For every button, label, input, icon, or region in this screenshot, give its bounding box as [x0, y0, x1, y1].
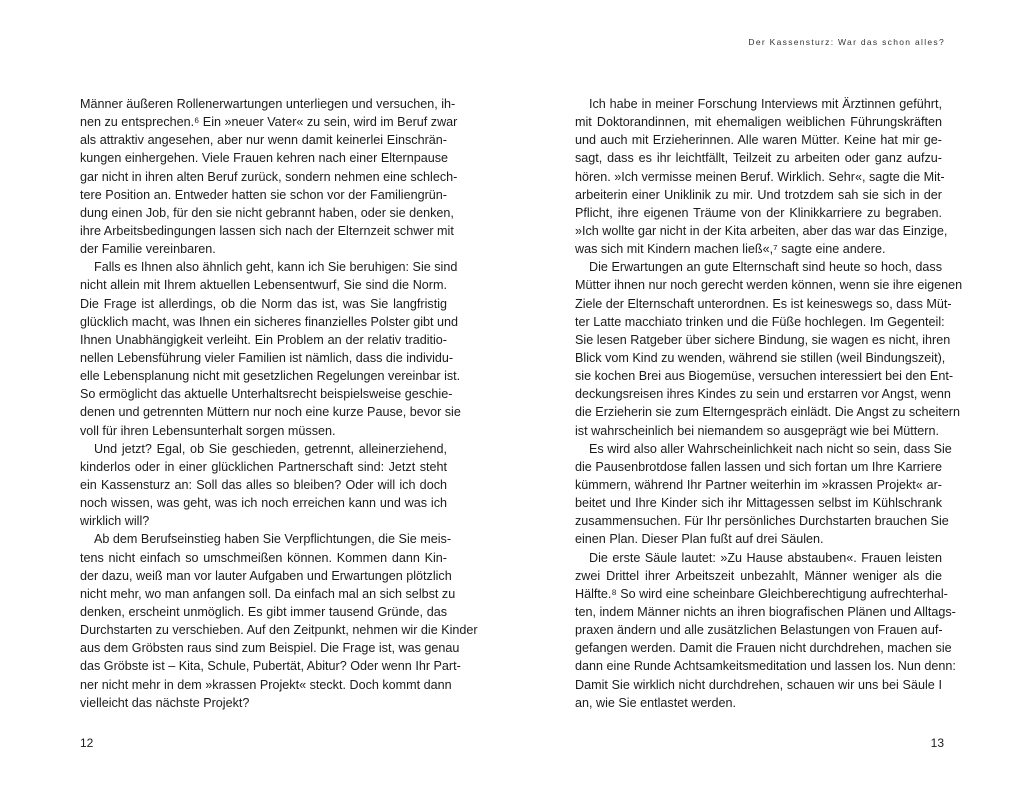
right-page	[510, 0, 1020, 793]
text-line: arbeiterin einer Uniklinik zu mir. Und trotzdem sah sie sich in der	[575, 187, 942, 202]
text-line: Hälfte.⁸ So wird eine scheinbare Gleichberechtigung aufrechterhal-	[575, 586, 948, 601]
text-line: Und jetzt? Egal, ob Sie geschieden, getrennt, alleinerziehend,	[94, 441, 447, 456]
running-head: Der Kassensturz: War das schon alles?	[748, 37, 945, 47]
text-line: glücklich macht, was Ihnen ein sicheres finanzielles Polster gibt und	[80, 314, 459, 329]
text-line: wirklich will?	[80, 514, 150, 529]
text-line: der Familie vereinbaren.	[80, 242, 216, 257]
text-line: gar nicht in ihren alten Beruf zurück, sondern nehmen eine schlech-	[80, 169, 458, 184]
text-line: mit Doktorandinnen, mit ehemaligen weiblichen Führungskräften	[575, 115, 942, 130]
text-line: der dazu, weiß man vor lauter Aufgaben und Erwartungen plötzlich	[80, 568, 452, 583]
text-line: Sie lesen Ratgeber über sichere Bindung, sie wagen es nicht, ihren	[575, 332, 951, 347]
text-line: zusammensuchen. Für Ihr persönliches Durchstarten brauchen Sie	[575, 514, 949, 529]
text-line: hören. »Ich vermisse meinen Beruf. Wirklich. Sehr«, sagte die Mit-	[575, 169, 945, 184]
text-line: tens nicht einfach so umschmeißen können. Kommen dann Kin-	[80, 550, 447, 565]
text-line: nellen Lebensführung vieler Familien ist nämlich, dass die individu-	[80, 350, 454, 365]
text-line: »Ich wollte gar nicht in der Kita arbeiten, aber das war das Einzige,	[575, 223, 948, 238]
text-line: Falls es Ihnen also ähnlich geht, kann ich Sie beruhigen: Sie sind	[94, 260, 458, 275]
text-line: Die erste Säule lautet: »Zu Hause abstauben«. Frauen leisten	[589, 550, 942, 565]
text-line: Ab dem Berufseinstieg haben Sie Verpflichtungen, die Sie meis-	[94, 532, 452, 547]
text-line: dann eine Runde Achtsamkeitsmeditation und lassen los. Nun denn:	[575, 659, 956, 674]
text-line: Ihnen Unabhängigkeit verleiht. Ein Problem an der relativ traditio-	[80, 332, 447, 347]
text-line: praxen ändern und alle zusätzlichen Belastungen von Frauen auf-	[575, 623, 943, 638]
text-line: sagt, dass es ihr leichtfällt, Teilzeit zu arbeiten oder ganz aufzu-	[575, 151, 942, 166]
text-line: Durchstarten zu verschieben. Auf den Zeitpunkt, nehmen wir die Kinder	[80, 623, 478, 638]
text-line: ter Latte macchiato trinken und die Füße hochlegen. Im Gegenteil:	[575, 314, 945, 329]
text-line: elle Lebensplanung nicht mit gesetzlichen Regelungen vereinbar ist.	[80, 369, 461, 384]
text-line: So ermöglicht das aktuelle Unterhaltsrecht beispielsweise geschie-	[80, 387, 453, 402]
text-line: kungen einhergehen. Viele Frauen kehren nach einer Elternpause	[80, 151, 449, 166]
text-line: ist wahrscheinlich bei niemandem so ausgeprägt wie bei Müttern.	[575, 423, 940, 438]
text-line: zwei Drittel ihrer Arbeitszeit unbezahlt, Männer weniger als die	[575, 568, 942, 583]
text-line: ten, indem Männer nichts an ihren biografischen Plänen und Alltags-	[575, 604, 956, 619]
text-line: deckungsreisen ihres Kindes zu sein und erstarren vor Angst, wenn	[575, 387, 951, 402]
text-line: nen zu entsprechen.⁶ Ein »neuer Vater« zu sein, wird im Beruf zwar	[80, 115, 458, 130]
text-line: denen und getrennten Müttern nur noch eine kurze Pause, bevor sie	[80, 405, 461, 420]
text-line: Die Erwartungen an gute Elternschaft sind heute so hoch, dass	[589, 260, 942, 275]
text-line: Damit Sie wirklich nicht durchdrehen, schauen wir uns bei Säule I	[575, 677, 942, 692]
text-line: kümmern, während Ihr Partner weiterhin im »krassen Projekt« ar-	[575, 477, 942, 492]
text-line: Blick vom Kind zu wenden, während sie stillen (weil Bindungszeit),	[575, 350, 946, 365]
text-line: ner nicht mehr in dem »krassen Projekt« steckt. Doch kommt dann	[80, 677, 452, 692]
text-line: tere Position an. Entweder hatten sie schon vor der Familiengrün-	[80, 187, 447, 202]
text-line: Mütter ihnen nur noch gerecht werden können, wenn sie ihre eigenen	[575, 278, 963, 293]
text-line: die Erzieherin sie zum Elterngespräch einlädt. Die Angst zu scheitern	[575, 405, 961, 420]
text-line: kinderlos oder in einer glücklichen Partnerschaft sind: Jetzt steht	[80, 459, 447, 474]
text-line: als attraktiv angesehen, aber nur wenn damit keinerlei Einschrän-	[80, 133, 447, 148]
text-line: Pflicht, ihre eigenen Träume von der Klinikkarriere zu begraben.	[575, 205, 942, 220]
text-line: Männer äußeren Rollenerwartungen unterliegen und versuchen, ih-	[80, 97, 456, 111]
text-line: vielleicht das nächste Projekt?	[80, 695, 250, 710]
text-line: Die Frage ist allerdings, ob die Norm das ist, was Sie langfristig	[80, 296, 447, 311]
text-line: dung einen Job, für den sie nicht gebrannt haben, oder sie denken,	[80, 205, 454, 220]
left-page-body	[80, 95, 478, 712]
text-line: voll für ihren Lebensunterhalt sorgen müssen.	[80, 423, 336, 438]
text-line: nicht allein mit Ihrem aktuellen Lebensentwurf, Sie sind die Norm.	[80, 278, 447, 293]
text-line: nicht mehr, wo man anfangen soll. Da einfach mal an sich selbst zu	[80, 586, 456, 601]
text-line: aus dem Gröbsten raus sind zum Beispiel. Die Frage ist, was genau	[80, 641, 460, 656]
right-page-number: 13	[930, 736, 944, 750]
text-line: und auch mit Erzieherinnen. Alle waren Mütter. Keine hat mir ge-	[575, 133, 942, 148]
right-page-body	[575, 95, 963, 712]
text-line: was sich mit Kindern machen ließ«,⁷ sagte eine andere.	[575, 242, 886, 257]
text-line: an, wie Sie entlastet werden.	[575, 695, 737, 710]
left-page-number: 12	[80, 736, 94, 750]
text-line: das Gröbste ist – Kita, Schule, Pubertät, Abitur? Oder wenn Ihr Part-	[80, 659, 461, 674]
text-line: sie kochen Brei aus Biogemüse, versuchen interessiert bei den Ent-	[575, 369, 954, 384]
text-line: einen Plan. Dieser Plan fußt auf drei Säulen.	[575, 532, 824, 547]
text-line: ein Kassensturz an: Soll das alles so bleiben? Oder will ich doch	[80, 477, 447, 492]
text-line: denken, erscheint unmöglich. Es gibt immer tausend Gründe, das	[80, 604, 447, 619]
text-line: Ich habe in meiner Forschung Interviews mit Ärztinnen geführt,	[589, 97, 942, 111]
text-line: Es wird also aller Wahrscheinlichkeit nach nicht so sein, dass Sie	[589, 441, 952, 456]
text-line: noch wissen, was geht, was ich noch erreichen kann und was ich	[80, 496, 447, 511]
text-line: gefangen werden. Damit die Frauen nicht durchdrehen, machen sie	[575, 641, 952, 656]
text-line: Ziele der Elternschaft unterordnen. Es ist keineswegs so, dass Müt-	[575, 296, 952, 311]
text-line: ihre Arbeitsbedingungen lassen sich nach der Elternzeit schwer mit	[80, 223, 454, 238]
text-line: beitet und Ihre Kinder sich ihr Mittagessen selbst im Kühlschrank	[575, 496, 942, 511]
text-line: die Pausenbrotdose fallen lassen und sich fortan um Ihre Karriere	[575, 459, 942, 474]
